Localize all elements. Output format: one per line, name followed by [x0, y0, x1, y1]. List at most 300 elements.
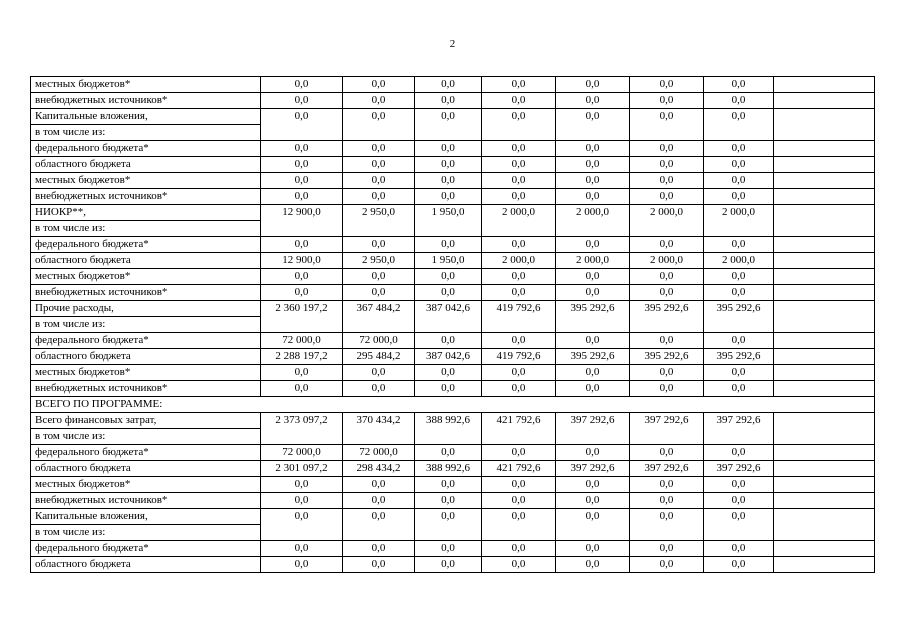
value-cell: 0,0 — [630, 189, 704, 205]
row-label: областного бюджета — [31, 349, 261, 365]
value-cell: 0,0 — [556, 445, 630, 461]
value-cell: 395 292,6 — [556, 301, 630, 317]
value-cell: 0,0 — [556, 365, 630, 381]
value-cell — [704, 429, 774, 445]
empty-cell — [774, 413, 875, 429]
value-cell: 0,0 — [415, 109, 482, 125]
value-cell: 0,0 — [415, 189, 482, 205]
row-label: Капитальные вложения, — [31, 509, 261, 525]
value-cell: 397 292,6 — [704, 413, 774, 429]
value-cell: 0,0 — [630, 157, 704, 173]
value-cell: 0,0 — [482, 365, 556, 381]
value-cell: 0,0 — [556, 109, 630, 125]
row-label: Капитальные вложения, — [31, 109, 261, 125]
value-cell: 0,0 — [704, 141, 774, 157]
value-cell: 0,0 — [482, 269, 556, 285]
row-label: областного бюджета — [31, 557, 261, 573]
value-cell — [482, 429, 556, 445]
empty-cell — [774, 493, 875, 509]
value-cell: 0,0 — [343, 381, 415, 397]
value-cell: 0,0 — [482, 493, 556, 509]
value-cell: 0,0 — [704, 269, 774, 285]
value-cell: 0,0 — [556, 557, 630, 573]
value-cell: 2 373 097,2 — [261, 413, 343, 429]
value-cell: 2 000,0 — [556, 205, 630, 221]
value-cell: 388 992,6 — [415, 461, 482, 477]
value-cell: 395 292,6 — [630, 301, 704, 317]
value-cell: 0,0 — [482, 237, 556, 253]
value-cell: 0,0 — [415, 541, 482, 557]
value-cell: 395 292,6 — [704, 349, 774, 365]
value-cell: 0,0 — [704, 333, 774, 349]
value-cell: 367 484,2 — [343, 301, 415, 317]
value-cell: 370 434,2 — [343, 413, 415, 429]
value-cell: 0,0 — [630, 285, 704, 301]
row-label: областного бюджета — [31, 253, 261, 269]
value-cell: 0,0 — [415, 509, 482, 525]
empty-cell — [774, 477, 875, 493]
value-cell: 0,0 — [261, 93, 343, 109]
value-cell: 0,0 — [482, 157, 556, 173]
value-cell: 0,0 — [482, 509, 556, 525]
value-cell: 0,0 — [343, 493, 415, 509]
value-cell — [415, 525, 482, 541]
value-cell — [415, 429, 482, 445]
empty-cell — [774, 541, 875, 557]
empty-cell — [774, 381, 875, 397]
value-cell — [261, 125, 343, 141]
value-cell: 387 042,6 — [415, 301, 482, 317]
empty-cell — [774, 365, 875, 381]
value-cell: 0,0 — [482, 541, 556, 557]
value-cell: 2 950,0 — [343, 205, 415, 221]
value-cell: 0,0 — [343, 77, 415, 93]
row-label: внебюджетных источников* — [31, 493, 261, 509]
value-cell: 397 292,6 — [556, 413, 630, 429]
value-cell: 0,0 — [415, 381, 482, 397]
value-cell: 0,0 — [556, 381, 630, 397]
row-label: НИОКР**, — [31, 205, 261, 221]
value-cell: 0,0 — [415, 333, 482, 349]
value-cell: 0,0 — [704, 509, 774, 525]
value-cell: 0,0 — [630, 269, 704, 285]
row-label: федерального бюджета* — [31, 541, 261, 557]
row-label: в том числе из: — [31, 317, 261, 333]
value-cell: 2 000,0 — [704, 253, 774, 269]
value-cell: 0,0 — [556, 333, 630, 349]
value-cell: 0,0 — [343, 189, 415, 205]
value-cell: 2 000,0 — [482, 205, 556, 221]
value-cell — [261, 429, 343, 445]
empty-cell — [774, 285, 875, 301]
value-cell: 0,0 — [482, 189, 556, 205]
value-cell — [630, 429, 704, 445]
value-cell — [261, 221, 343, 237]
value-cell: 0,0 — [343, 365, 415, 381]
value-cell: 2 288 197,2 — [261, 349, 343, 365]
empty-cell — [774, 301, 875, 317]
value-cell: 0,0 — [343, 141, 415, 157]
value-cell: 0,0 — [261, 173, 343, 189]
value-cell: 0,0 — [343, 109, 415, 125]
value-cell — [630, 317, 704, 333]
value-cell: 0,0 — [630, 77, 704, 93]
row-label: федерального бюджета* — [31, 141, 261, 157]
value-cell: 0,0 — [482, 93, 556, 109]
value-cell: 0,0 — [556, 77, 630, 93]
financing-table — [30, 76, 875, 573]
value-cell: 2 000,0 — [630, 253, 704, 269]
value-cell: 0,0 — [343, 541, 415, 557]
value-cell — [482, 317, 556, 333]
row-label: внебюджетных источников* — [31, 381, 261, 397]
value-cell: 0,0 — [704, 541, 774, 557]
value-cell: 0,0 — [261, 509, 343, 525]
empty-cell — [774, 509, 875, 525]
row-label: местных бюджетов* — [31, 365, 261, 381]
value-cell: 0,0 — [704, 477, 774, 493]
table-body — [31, 77, 875, 573]
row-label: федерального бюджета* — [31, 237, 261, 253]
value-cell — [704, 221, 774, 237]
row-label: местных бюджетов* — [31, 269, 261, 285]
value-cell: 0,0 — [556, 493, 630, 509]
page-number: 2 — [449, 38, 456, 50]
row-label: областного бюджета — [31, 157, 261, 173]
value-cell: 0,0 — [261, 381, 343, 397]
value-cell — [556, 317, 630, 333]
value-cell — [261, 317, 343, 333]
value-cell — [261, 525, 343, 541]
value-cell: 0,0 — [630, 237, 704, 253]
value-cell: 0,0 — [261, 109, 343, 125]
value-cell: 0,0 — [556, 141, 630, 157]
value-cell: 0,0 — [704, 157, 774, 173]
row-label: внебюджетных источников* — [31, 189, 261, 205]
empty-cell — [774, 461, 875, 477]
value-cell: 0,0 — [630, 445, 704, 461]
value-cell: 0,0 — [630, 493, 704, 509]
table-row — [31, 381, 875, 397]
value-cell — [343, 429, 415, 445]
empty-cell — [774, 349, 875, 365]
value-cell: 0,0 — [415, 269, 482, 285]
value-cell: 387 042,6 — [415, 349, 482, 365]
value-cell: 0,0 — [482, 285, 556, 301]
value-cell — [415, 317, 482, 333]
table-row — [31, 413, 875, 429]
value-cell — [343, 125, 415, 141]
value-cell: 0,0 — [343, 93, 415, 109]
value-cell — [630, 125, 704, 141]
empty-cell — [774, 333, 875, 349]
table-row — [31, 541, 875, 557]
table-row — [31, 109, 875, 125]
value-cell: 0,0 — [261, 541, 343, 557]
row-label: в том числе из: — [31, 525, 261, 541]
empty-cell — [774, 173, 875, 189]
value-cell: 0,0 — [556, 541, 630, 557]
row-label: внебюджетных источников* — [31, 285, 261, 301]
value-cell: 0,0 — [415, 285, 482, 301]
value-cell: 395 292,6 — [704, 301, 774, 317]
value-cell: 0,0 — [482, 333, 556, 349]
value-cell: 0,0 — [630, 557, 704, 573]
value-cell: 298 434,2 — [343, 461, 415, 477]
value-cell: 0,0 — [415, 493, 482, 509]
value-cell: 0,0 — [415, 93, 482, 109]
value-cell: 0,0 — [630, 477, 704, 493]
value-cell: 0,0 — [343, 157, 415, 173]
value-cell: 72 000,0 — [343, 445, 415, 461]
value-cell — [482, 525, 556, 541]
value-cell — [415, 221, 482, 237]
value-cell — [343, 221, 415, 237]
table-row — [31, 285, 875, 301]
value-cell: 0,0 — [415, 157, 482, 173]
value-cell: 0,0 — [482, 109, 556, 125]
value-cell: 72 000,0 — [261, 445, 343, 461]
value-cell: 0,0 — [704, 285, 774, 301]
value-cell: 0,0 — [343, 237, 415, 253]
row-label: внебюджетных источников* — [31, 93, 261, 109]
value-cell: 395 292,6 — [556, 349, 630, 365]
value-cell: 0,0 — [343, 477, 415, 493]
value-cell: 0,0 — [415, 477, 482, 493]
row-label: в том числе из: — [31, 429, 261, 445]
value-cell: 0,0 — [343, 285, 415, 301]
value-cell: 0,0 — [482, 173, 556, 189]
value-cell: 2 000,0 — [556, 253, 630, 269]
empty-cell — [774, 77, 875, 93]
value-cell: 0,0 — [630, 173, 704, 189]
value-cell: 397 292,6 — [630, 461, 704, 477]
value-cell: 0,0 — [704, 557, 774, 573]
table-row — [31, 141, 875, 157]
value-cell: 0,0 — [261, 477, 343, 493]
value-cell: 0,0 — [704, 445, 774, 461]
value-cell: 2 000,0 — [482, 253, 556, 269]
value-cell: 0,0 — [415, 557, 482, 573]
value-cell: 2 360 197,2 — [261, 301, 343, 317]
value-cell: 0,0 — [630, 141, 704, 157]
empty-cell — [774, 93, 875, 109]
row-label: федерального бюджета* — [31, 333, 261, 349]
table-row — [31, 525, 875, 541]
value-cell: 397 292,6 — [630, 413, 704, 429]
empty-cell — [774, 125, 875, 141]
row-label: местных бюджетов* — [31, 77, 261, 93]
value-cell: 0,0 — [630, 509, 704, 525]
value-cell: 0,0 — [482, 141, 556, 157]
value-cell: 0,0 — [482, 381, 556, 397]
value-cell: 0,0 — [556, 509, 630, 525]
value-cell: 0,0 — [630, 365, 704, 381]
value-cell: 0,0 — [482, 477, 556, 493]
value-cell: 72 000,0 — [261, 333, 343, 349]
row-label: Прочие расходы, — [31, 301, 261, 317]
value-cell: 0,0 — [261, 157, 343, 173]
value-cell: 0,0 — [482, 557, 556, 573]
value-cell: 0,0 — [630, 333, 704, 349]
table-row — [31, 461, 875, 477]
value-cell: 0,0 — [630, 109, 704, 125]
value-cell: 0,0 — [343, 509, 415, 525]
value-cell: 0,0 — [556, 189, 630, 205]
row-label: федерального бюджета* — [31, 445, 261, 461]
value-cell: 0,0 — [261, 237, 343, 253]
table-row — [31, 509, 875, 525]
value-cell: 12 900,0 — [261, 205, 343, 221]
value-cell: 419 792,6 — [482, 349, 556, 365]
value-cell: 0,0 — [482, 77, 556, 93]
value-cell: 0,0 — [415, 141, 482, 157]
value-cell: 0,0 — [556, 477, 630, 493]
table-row — [31, 429, 875, 445]
value-cell: 0,0 — [261, 141, 343, 157]
value-cell — [415, 125, 482, 141]
value-cell: 0,0 — [261, 365, 343, 381]
value-cell: 0,0 — [415, 237, 482, 253]
value-cell: 0,0 — [261, 269, 343, 285]
value-cell: 0,0 — [343, 557, 415, 573]
value-cell: 419 792,6 — [482, 301, 556, 317]
row-label: в том числе из: — [31, 125, 261, 141]
table-row — [31, 77, 875, 93]
value-cell: 0,0 — [630, 541, 704, 557]
value-cell: 0,0 — [415, 77, 482, 93]
value-cell: 2 000,0 — [630, 205, 704, 221]
value-cell — [556, 125, 630, 141]
value-cell: 0,0 — [556, 173, 630, 189]
empty-cell — [774, 317, 875, 333]
row-label: в том числе из: — [31, 221, 261, 237]
empty-cell — [774, 525, 875, 541]
empty-cell — [774, 269, 875, 285]
table-row — [31, 445, 875, 461]
empty-cell — [774, 157, 875, 173]
table-row — [31, 189, 875, 205]
value-cell: 0,0 — [704, 237, 774, 253]
empty-cell — [774, 557, 875, 573]
row-label: местных бюджетов* — [31, 173, 261, 189]
row-label: Всего финансовых затрат, — [31, 413, 261, 429]
empty-cell — [774, 205, 875, 221]
value-cell: 0,0 — [704, 173, 774, 189]
value-cell: 2 950,0 — [343, 253, 415, 269]
value-cell: 2 301 097,2 — [261, 461, 343, 477]
value-cell: 12 900,0 — [261, 253, 343, 269]
value-cell: 421 792,6 — [482, 461, 556, 477]
table-row — [31, 477, 875, 493]
empty-cell — [774, 445, 875, 461]
value-cell: 0,0 — [415, 445, 482, 461]
value-cell: 0,0 — [556, 237, 630, 253]
value-cell: 0,0 — [630, 381, 704, 397]
value-cell: 2 000,0 — [704, 205, 774, 221]
value-cell: 0,0 — [415, 173, 482, 189]
value-cell: 388 992,6 — [415, 413, 482, 429]
value-cell: 397 292,6 — [704, 461, 774, 477]
table-row — [31, 253, 875, 269]
table-row — [31, 301, 875, 317]
table-row — [31, 365, 875, 381]
value-cell: 0,0 — [261, 285, 343, 301]
value-cell: 0,0 — [630, 93, 704, 109]
value-cell: 0,0 — [482, 445, 556, 461]
value-cell: 0,0 — [704, 93, 774, 109]
empty-cell — [774, 109, 875, 125]
value-cell — [704, 125, 774, 141]
value-cell: 72 000,0 — [343, 333, 415, 349]
row-label: областного бюджета — [31, 461, 261, 477]
value-cell: 0,0 — [343, 173, 415, 189]
table-row — [31, 237, 875, 253]
table-row — [31, 333, 875, 349]
row-label: местных бюджетов* — [31, 477, 261, 493]
empty-cell — [774, 429, 875, 445]
table-row — [31, 269, 875, 285]
value-cell: 0,0 — [556, 269, 630, 285]
value-cell: 0,0 — [343, 269, 415, 285]
table-row — [31, 557, 875, 573]
table-row — [31, 93, 875, 109]
table-row — [31, 173, 875, 189]
value-cell: 395 292,6 — [630, 349, 704, 365]
value-cell — [556, 221, 630, 237]
value-cell — [482, 221, 556, 237]
section-heading: ВСЕГО ПО ПРОГРАММЕ: — [31, 397, 875, 413]
value-cell: 0,0 — [704, 493, 774, 509]
table-row — [31, 493, 875, 509]
value-cell — [556, 429, 630, 445]
table-row — [31, 157, 875, 173]
value-cell — [343, 317, 415, 333]
value-cell: 0,0 — [704, 365, 774, 381]
table-row — [31, 397, 875, 413]
empty-cell — [774, 141, 875, 157]
value-cell — [630, 525, 704, 541]
value-cell: 421 792,6 — [482, 413, 556, 429]
value-cell: 0,0 — [261, 77, 343, 93]
table-row — [31, 349, 875, 365]
table-row — [31, 317, 875, 333]
value-cell: 0,0 — [704, 77, 774, 93]
value-cell: 0,0 — [261, 557, 343, 573]
empty-cell — [774, 189, 875, 205]
empty-cell — [774, 221, 875, 237]
value-cell — [556, 525, 630, 541]
table-row — [31, 221, 875, 237]
value-cell — [343, 525, 415, 541]
value-cell — [630, 221, 704, 237]
value-cell: 0,0 — [415, 365, 482, 381]
value-cell: 1 950,0 — [415, 205, 482, 221]
value-cell: 0,0 — [261, 189, 343, 205]
value-cell: 0,0 — [704, 381, 774, 397]
value-cell: 0,0 — [556, 285, 630, 301]
value-cell: 1 950,0 — [415, 253, 482, 269]
value-cell: 0,0 — [556, 93, 630, 109]
value-cell — [704, 525, 774, 541]
value-cell: 0,0 — [261, 493, 343, 509]
value-cell: 0,0 — [704, 189, 774, 205]
value-cell: 295 484,2 — [343, 349, 415, 365]
table-row — [31, 205, 875, 221]
value-cell: 0,0 — [704, 109, 774, 125]
value-cell — [482, 125, 556, 141]
value-cell: 397 292,6 — [556, 461, 630, 477]
